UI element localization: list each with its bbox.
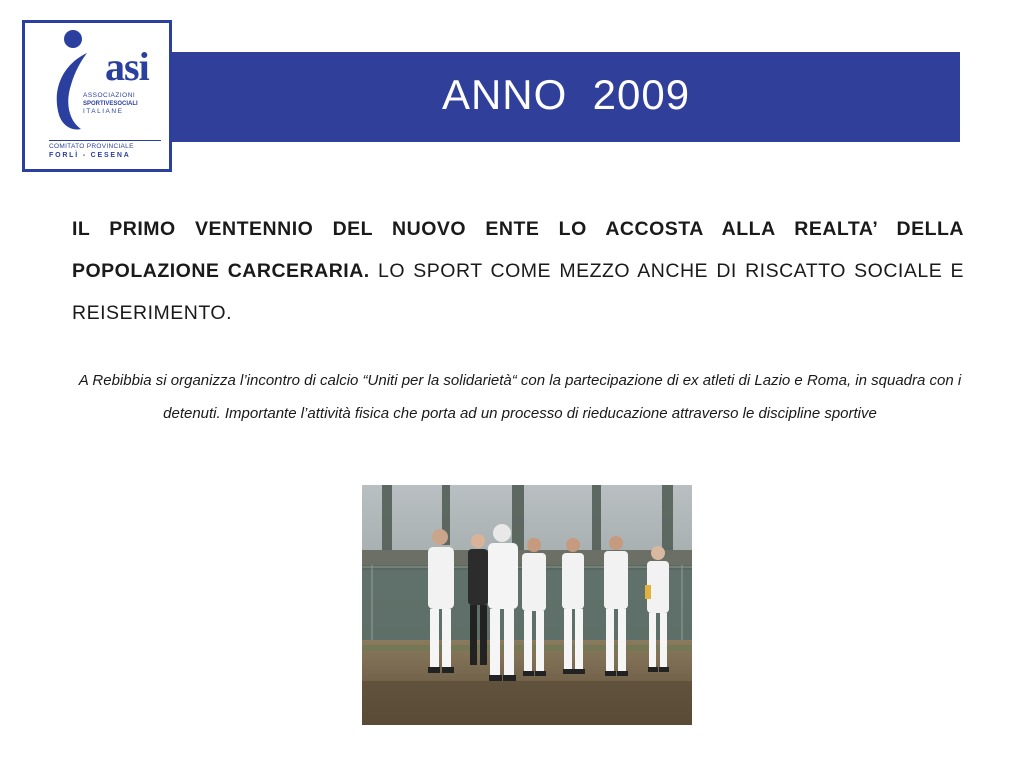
logo-tagline-2: SPORTIVESOCIALI xyxy=(83,101,138,107)
main-bold-text: IL PRIMO VENTENNIO DEL NUOVO ENTE LO ACCOSTA ALLA REALTA’ DELLA POPOLAZIONE CARCERARIA. xyxy=(72,218,964,282)
logo-committee: COMITATO PROVINCIALE xyxy=(49,143,134,150)
logo-tagline-3: ITALIANE xyxy=(83,108,124,115)
logo-divider xyxy=(49,140,161,141)
main-regular-text: LO SPORT COME MEZZO ANCHE DI RISCATTO SOCIALE E REISERIMENTO. xyxy=(72,260,964,324)
team-photo xyxy=(362,485,692,725)
header-band xyxy=(172,52,960,142)
team-photo-image xyxy=(362,485,692,725)
asi-logo xyxy=(22,20,172,172)
logo-tagline-1: ASSOCIAZIONI xyxy=(83,92,136,99)
logo-city: FORLÌ - CESENA xyxy=(49,152,131,159)
photo-caption: A Rebibbia si organizza l’incontro di calcio “Uniti per la solidarietà“ con la partecipazione di ex atleti di Lazio e Roma, in squadra con i detenuti. Importante l’attività fisica che porta ad un processo di rieducazione attraverso le discipline sportive xyxy=(78,372,962,422)
main-paragraph xyxy=(72,208,964,334)
page-title: ANNO 2009 xyxy=(441,71,691,118)
logo-wordmark: asi xyxy=(105,44,149,89)
